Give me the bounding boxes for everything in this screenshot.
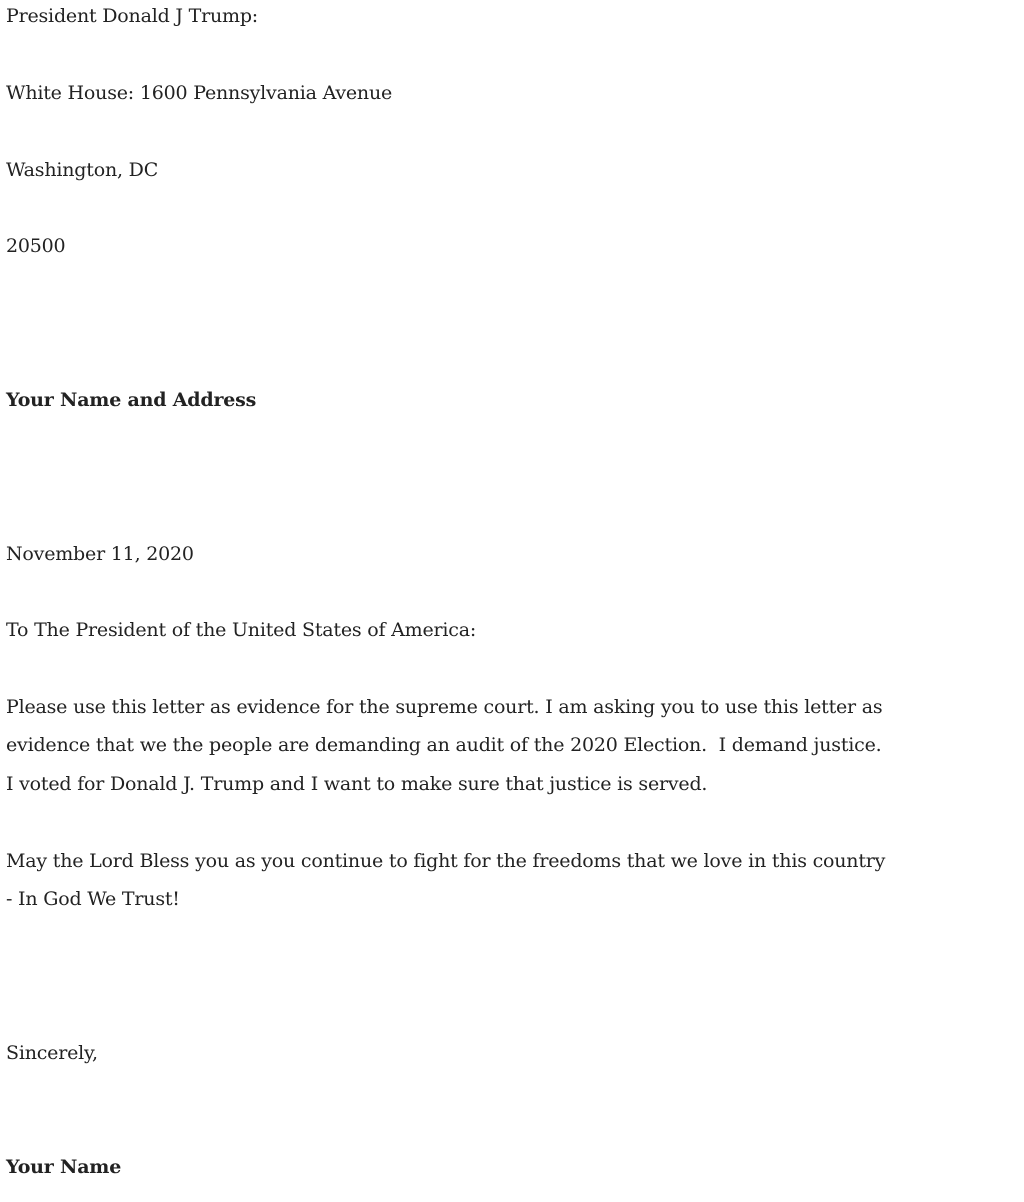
body-line: Please use this letter as evidence for the supreme court. I am asking you to use this letter as bbox=[6, 696, 883, 718]
closing-line: May the Lord Bless you as you continue to fight for the freedoms that we love in this country bbox=[6, 850, 886, 872]
signature-placeholder: Your Name bbox=[6, 1156, 122, 1178]
recipient-name: President Donald J Trump: bbox=[6, 5, 259, 27]
sender-placeholder: Your Name and Address bbox=[6, 389, 257, 411]
body-line: I voted for Donald J. Trump and I want to make sure that justice is served. bbox=[6, 773, 708, 795]
recipient-city: Washington, DC bbox=[6, 159, 159, 181]
salutation: To The President of the United States of America: bbox=[6, 619, 477, 641]
signoff: Sincerely, bbox=[6, 1042, 98, 1064]
closing-line: - In God We Trust! bbox=[6, 888, 180, 910]
recipient-zip: 20500 bbox=[6, 235, 66, 257]
recipient-address: White House: 1600 Pennsylvania Avenue bbox=[6, 82, 393, 104]
letter-date: November 11, 2020 bbox=[6, 543, 194, 565]
body-line: evidence that we the people are demanding an audit of the 2020 Election. I demand justice. bbox=[6, 734, 882, 756]
